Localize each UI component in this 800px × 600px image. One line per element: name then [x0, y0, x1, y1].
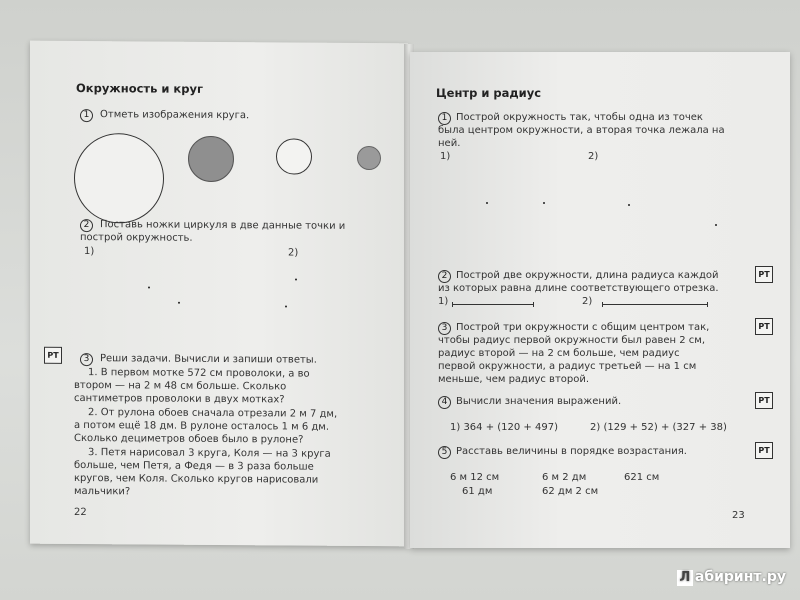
labirint-logo-icon: Л	[677, 570, 693, 586]
small-ring-figure	[276, 138, 312, 174]
task2-label2: 2)	[582, 296, 593, 307]
task1-line: Построй окружность так, чтобы одна из точек	[456, 112, 703, 123]
task3-line: Построй три окружности с общим центром так,	[456, 322, 710, 333]
task3-line: радиус второй — на 2 см больше, чем радиус	[438, 348, 680, 359]
filled-circle-figure	[188, 136, 234, 182]
task3-line: 1. В первом мотке 572 см проволоки, а во	[88, 367, 310, 380]
segment-2	[602, 304, 708, 305]
workbook-badge: РТ	[755, 442, 773, 459]
task3-line: а потом ещё 18 дм. В рулоне осталось 1 м 6 дм.	[74, 419, 330, 433]
task3-number: 3	[80, 353, 93, 366]
left-page	[30, 41, 408, 547]
task3-line: больше, чем Петя, а Федя — в 3 раза больше	[74, 459, 314, 473]
task1-line: была центром окружности, а вторая точка лежала на	[438, 125, 725, 136]
task2-line: Построй две окружности, длина радиуса каждой	[456, 270, 719, 281]
task1-label1: 1)	[440, 151, 451, 162]
task4-expression-1: 1) 364 + (120 + 497)	[450, 422, 558, 433]
task1-number: 1	[438, 112, 451, 125]
large-ring-figure	[74, 133, 164, 224]
task1-number: 1	[80, 109, 93, 122]
workbook-badge: РТ	[755, 392, 773, 409]
segment-1	[452, 304, 534, 305]
task5-value: 6 м 2 дм	[542, 472, 587, 483]
point-dot	[628, 204, 630, 206]
task2-line2: построй окружность.	[80, 232, 193, 244]
task3-line: меньше, чем радиус второй.	[438, 374, 590, 385]
task3-line: Сколько дециметров обоев было в рулоне?	[74, 432, 304, 446]
task5-value: 61 дм	[462, 486, 493, 497]
task2-label1: 1)	[438, 296, 449, 307]
point-dot	[178, 302, 180, 304]
point-dot	[543, 202, 545, 204]
point-dot	[148, 287, 150, 289]
task3-line: мальчики?	[74, 485, 131, 498]
task1-line: ней.	[438, 138, 461, 149]
task2-number: 2	[80, 219, 93, 232]
task2-line1: Поставь ножки циркуля в две данные точки и	[100, 219, 346, 232]
watermark	[677, 569, 786, 586]
small-filled-circle-figure	[357, 146, 381, 170]
task3-number: 3	[438, 322, 451, 335]
point-dot	[715, 224, 717, 226]
task3-line: Реши задачи. Вычисли и запиши ответы.	[100, 353, 317, 366]
task5-value: 62 дм 2 см	[542, 486, 599, 497]
task5-number: 5	[438, 446, 451, 459]
right-page	[410, 52, 790, 548]
task1-text: Отметь изображения круга.	[100, 109, 250, 122]
workbook-badge: РТ	[755, 318, 773, 335]
task5-value: 621 см	[624, 472, 660, 483]
task2-number: 2	[438, 270, 451, 283]
task5-text: Расставь величины в порядке возрастания.	[456, 446, 687, 457]
task2-line: из которых равна длине соответствующего отрезка.	[438, 283, 719, 294]
left-page-title: Окружность и круг	[76, 81, 203, 96]
point-dot	[285, 305, 287, 307]
task3-line: втором — на 2 м 48 см больше. Сколько	[74, 379, 287, 393]
page-number-right: 23	[732, 510, 745, 521]
task3-line: 2. От рулона обоев сначала отрезали 2 м 7 дм,	[88, 407, 338, 420]
task3-line: сантиметров проволоки в двух мотках?	[74, 392, 285, 406]
task4-text: Вычисли значения выражений.	[456, 396, 622, 407]
point-dot	[486, 202, 488, 204]
task4-number: 4	[438, 396, 451, 409]
workbook-badge: РТ	[44, 347, 62, 364]
task3-line: 3. Петя нарисовал 3 круга, Коля — на 3 круга	[88, 447, 331, 460]
task1-label2: 2)	[588, 151, 599, 162]
watermark-text: абиринт.ру	[694, 569, 786, 585]
task3-line: кругов, чем Коля. Сколько кругов нарисовали	[74, 472, 319, 486]
right-page-title: Центр и радиус	[436, 86, 542, 100]
task2-label2: 2)	[288, 247, 299, 259]
workbook-badge: РТ	[755, 266, 773, 283]
page-number-left: 22	[74, 506, 87, 519]
task3-line: чтобы радиус первой окружности был равен 2 см,	[438, 335, 706, 346]
point-dot	[295, 279, 297, 281]
task5-value: 6 м 12 см	[450, 472, 500, 483]
task2-label1: 1)	[84, 246, 95, 258]
task4-expression-2: 2) (129 + 52) + (327 + 38)	[590, 422, 727, 433]
task3-line: первой окружности, а радиус третьей — на 1 см	[438, 361, 697, 372]
